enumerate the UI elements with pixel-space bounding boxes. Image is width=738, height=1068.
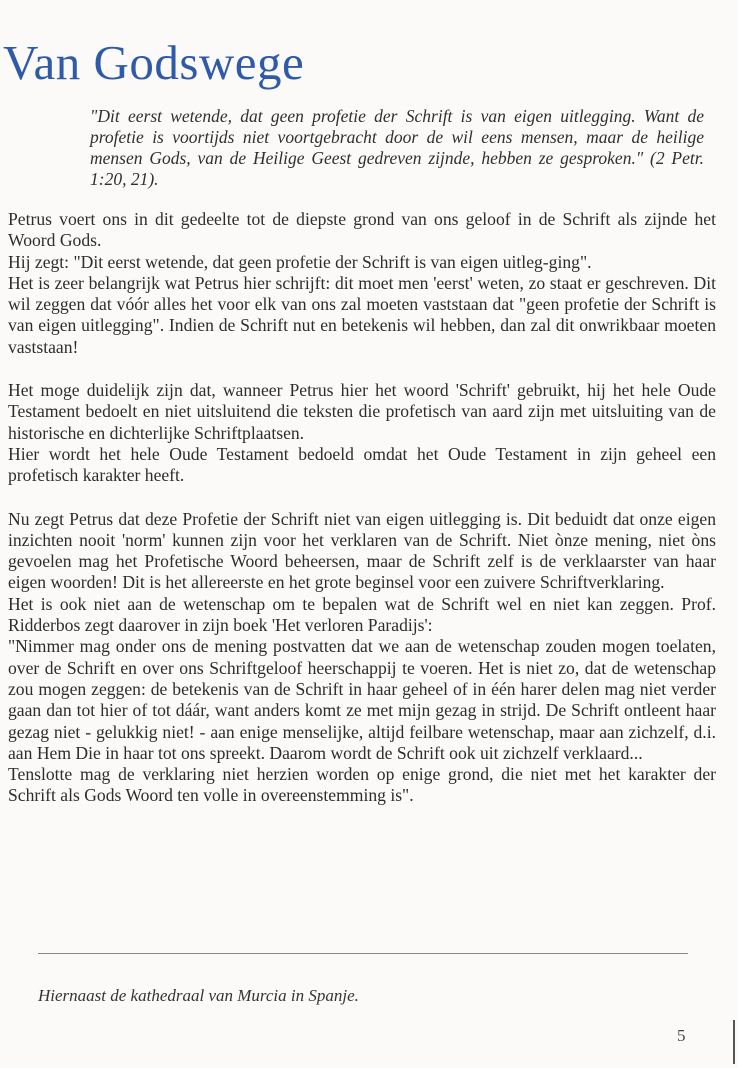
page-edge-mark <box>733 1020 735 1064</box>
paragraph: Nu zegt Petrus dat deze Profetie der Schrift niet van eigen uitlegging is. Dit beduidt dat onze eigen inzichten nooit 'norm' kunnen zijn voor het verklaren van de Schrift. Niet ònze mening, niet òns gevoelen mag het Profetische Woord beheersen, maar de Schrift zelf is de verklaarster van haar eigen woorden! Dit is het allereerste en het grote beginsel voor een zuivere Schriftverklaring. <box>8 508 716 593</box>
paragraph: Het is zeer belangrijk wat Petrus hier schrijft: dit moet men 'eerst' weten, zo staat er geschreven. Dit wil zeggen dat vóór alles het voor elk van ons zal moeten vaststaan dat "geen profetie der Schrift is van eigen uitlegging". Indien de Schrift nut en betekenis wil hebben, dan zal dit onwrikbaar moeten vaststaan! <box>8 272 716 357</box>
paragraph: Tenslotte mag de verklaring niet herzien worden op enige grond, die niet met het karakter der Schrift als Gods Woord ten volle in overeenstemming is". <box>8 764 716 806</box>
page-title: Van Godswege <box>3 35 305 90</box>
paragraph: Hij zegt: "Dit eerst wetende, dat geen profetie der Schrift is van eigen uitleg-ging". <box>8 251 592 272</box>
paragraph: Het moge duidelijk zijn dat, wanneer Petrus hier het woord 'Schrift' gebruikt, hij het hele Oude Testament bedoelt en niet uitsluitend die teksten die profetisch van aard zijn met uitsluiting van de historische en dichterlijke Schriftplaatsen. <box>8 380 716 443</box>
divider <box>38 953 688 954</box>
page-number: 5 <box>677 1026 686 1045</box>
paragraph: Het is ook niet aan de wetenschap om te bepalen wat de Schrift wel en niet kan zeggen. Prof. Ridderbos zegt daarover in zijn boek 'Het verloren Paradijs': <box>8 593 716 636</box>
image-caption: Hiernaast de kathedraal van Murcia in Spanje. <box>38 986 359 1005</box>
paragraph: Petrus voert ons in dit gedeelte tot de diepste grond van ons geloof in de Schrift als zijnde het Woord Gods. <box>8 209 716 251</box>
quoted-paragraph: "Nimmer mag onder ons de mening postvatten dat we aan de wetenschap zouden mogen toelaten, over de Schrift en over ons Schriftgeloof heerschappij te voeren. Het is niet zo, dat de wetenschap zou mogen zeggen: de betekenis van de Schrift in haar geheel of in één harer delen mag niet verder gaan dan tot hier of tot dáár, want anders komt ze met mijn gezag in strijd. De Schrift ontleent haar gezag niet - gelukkig niet! - aan enige menselijke, altijd feilbare wetenschap, maar aan zichzelf, d.i. aan Hem Die in haar tot ons spreekt. Daarom wordt de Schrift ook uit zichzelf verklaard... <box>8 636 716 763</box>
scripture-quote: "Dit eerst wetende, dat geen profetie der Schrift is van eigen uitlegging. Want de profetie is voortijds niet voortgebracht door de wil eens mensen, maar de heilige mensen Gods, van de Heilige Geest gedreven zijnde, hebben ze gesproken." (2 Petr. 1:20, 21). <box>90 106 704 189</box>
paragraph: Hier wordt het hele Oude Testament bedoeld omdat het Oude Testament in zijn geheel een profetisch karakter heeft. <box>8 443 716 486</box>
body-text <box>8 209 716 807</box>
